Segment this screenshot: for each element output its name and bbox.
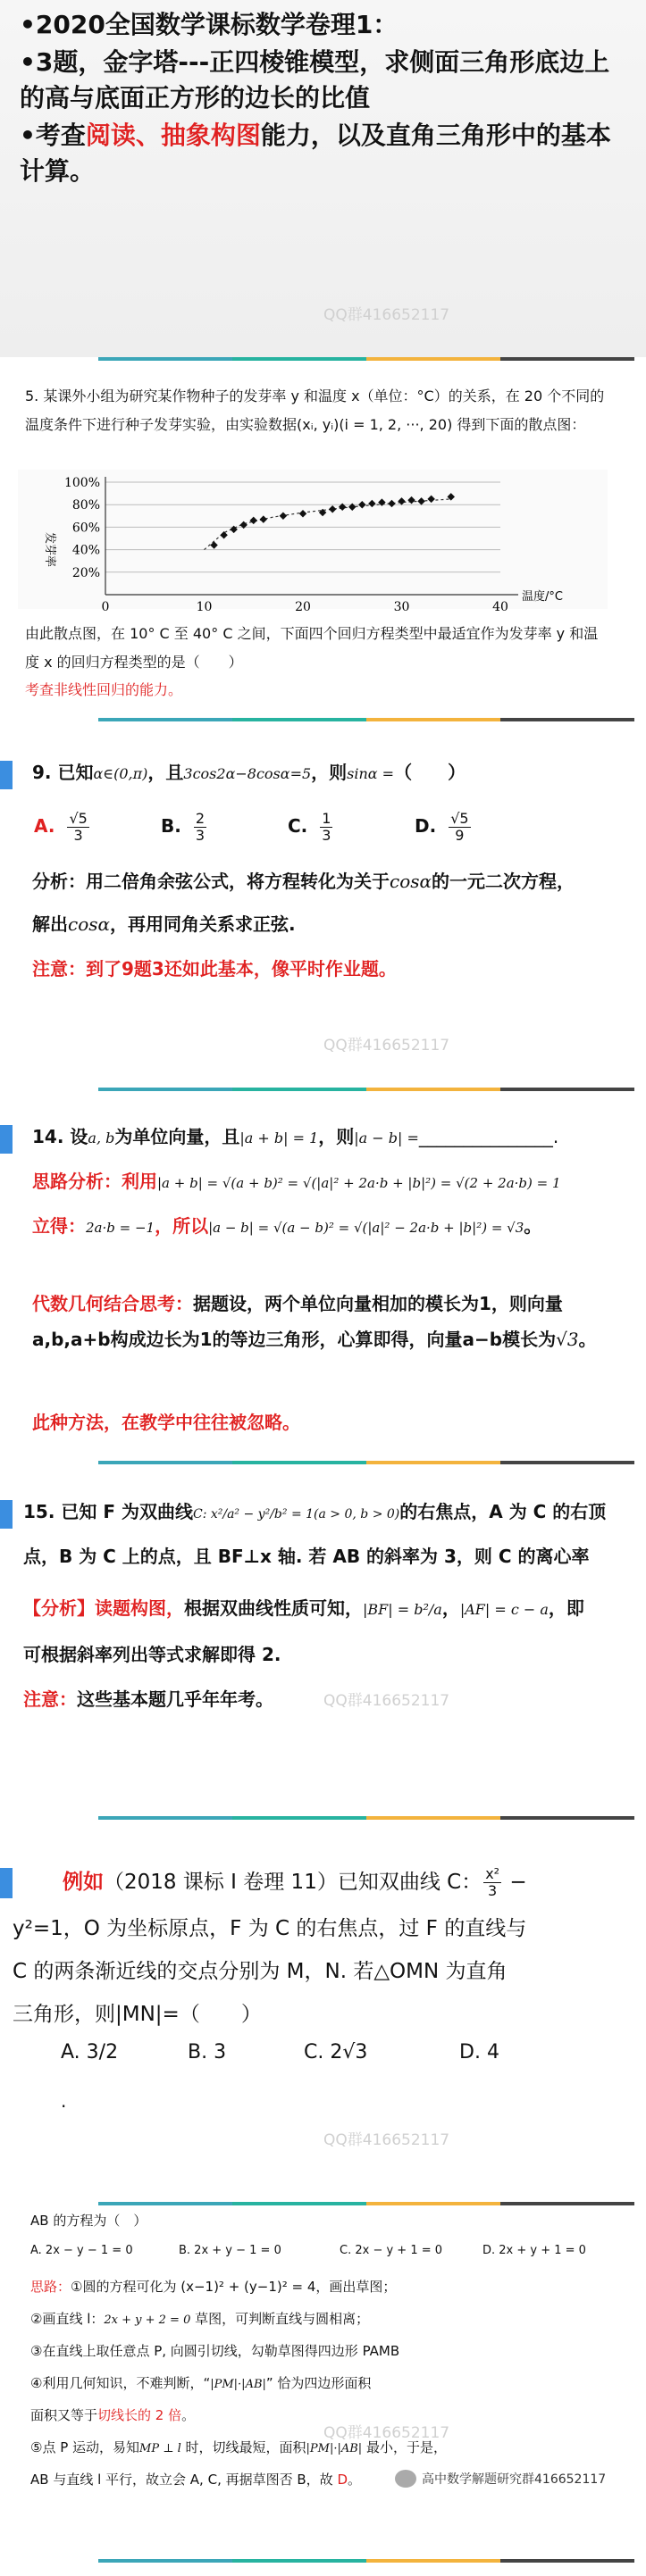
s7-l5-red: 切线长的 2 倍 [97,2407,182,2423]
option-value: 3/2 [86,2041,119,2063]
s4-q-ab: a, b [88,1130,115,1146]
s3-ana1-math: cosα [390,871,432,892]
option-label: C. [288,815,308,837]
s4-q-post: ，则 [318,1126,355,1147]
s5-q-pre: 15. 已知 F 为双曲线 [23,1501,193,1522]
watermark: QQ群416652117 [323,1692,450,1710]
s4-q-pre: 14. 设 [32,1126,88,1147]
option-fraction [449,811,470,844]
s5-ana-red: 读题构图， [95,1597,184,1619]
s7-l6-pre: ⑤点 P 运动，易知 [30,2439,140,2455]
s6-q: （2018 课标 Ⅰ 卷理 11）已知双曲线 C： [104,1871,482,1894]
s4-get-label: 立得： [32,1215,86,1237]
s1-line1: •2020全国数学课标数学卷理1： [20,10,399,39]
s4-question [32,1123,631,1152]
option-label: C. [304,2041,331,2063]
slide-2 [0,357,646,732]
x-tick-label: 30 [393,600,410,614]
s7-l2-math: 2x + y + 2 = 0 [104,2313,191,2327]
slide-4 [0,1098,646,1473]
s4-think [32,1168,640,1196]
y-tick-label: 20% [71,565,100,580]
s7-l5-post: 。 [181,2407,196,2423]
s4-q-blank: _______________. [418,1126,559,1147]
option-num: √5 [69,810,88,827]
slide-bar [98,1461,634,1464]
option-value: 3 [214,2041,227,2063]
s3-ana1-end: 的一元二次方程， [432,871,575,892]
wechat-icon [395,2470,416,2488]
s4-get [32,1213,640,1241]
s3-q-end: （ ） [394,762,466,783]
slide-5 [0,1473,646,1830]
slide-3 [0,732,646,1098]
y-tick-label: 40% [71,543,100,558]
slide-bar [98,2559,634,2563]
s4-get-end: 。 [524,1215,542,1237]
s3-q-post: ，则 [311,762,348,783]
option-label: D. [415,815,437,837]
s3-q-cond: α∈(0,π) [93,765,148,782]
s5-analysis2: 可根据斜率列出等式求解即得 2. [23,1644,281,1665]
s3-option [161,811,208,844]
s3-q-pre: 9. 已知 [32,762,94,783]
s7-line3: ③在直线上取任意点 P, 向圆引切线，勾勒草图得四边形 PAMB [30,2343,400,2359]
chart-background [18,470,608,609]
wechat-logo [395,2470,606,2488]
s2-note: 考查非线性回归的能力。 [25,681,183,698]
slide-bar [98,718,634,721]
s6-frac-num: x² [485,1865,500,1882]
s6-question2: y²=1，O 为坐标原点，F 为 C 的右焦点，过 F 的直线与 [13,1917,527,1940]
s2-question: 5. 某课外小组为研究某作物种子的发芽率 y 和温度 x（单位：°C）的关系，在 20 个不同的温度条件下进行种子发芽实验，由实验数据(xᵢ, yᵢ)(i = 1, 2, ···, 20) 得到下面的散点图： [25,388,605,433]
s6-option [459,2041,499,2063]
s7-option: A. 2x − y − 1 = 0 [30,2244,133,2257]
s6-question3: C 的两条渐近线的交点分别为 M，N. 若△OMN 为直角 [13,1960,508,1983]
watermark: QQ群416652117 [323,2131,450,2149]
s7-l2-pre: ②画直线 l： [30,2311,105,2327]
s7-option: D. 2x + y + 1 = 0 [482,2244,586,2257]
s7-l7-pre: AB 与直线 l 平行，故立会 A, C, 再据草图否 B，故 [30,2472,338,2488]
s3-ana2-pre: 解出 [32,913,68,935]
s4-q-cond: |a + b| = 1 [239,1130,319,1146]
s7-l7-post: 。 [348,2472,362,2488]
s6-dot: . [61,2090,67,2112]
option-label: A. [61,2041,87,2063]
x-tick-label: 20 [295,600,311,614]
slide-bar [98,357,634,361]
s3-q-ask: sinα = [347,765,395,782]
x-tick-label: 0 [101,600,110,614]
s7-l1-label: 思路： [30,2279,71,2295]
s3-ana2-math: cosα [68,913,111,935]
s5-ana-text: 根据双曲线性质可知， [184,1597,363,1619]
s4-alg-val: √3 [556,1329,579,1350]
s5-ana-m2: |AF| = c − a [459,1601,549,1618]
section-marker [0,1125,13,1154]
s5-ana-m1: |BF| = b²/a [363,1601,442,1618]
s6-option [188,2041,226,2063]
s7-l2-post: 草图，可判断直线与圆相离； [190,2311,370,2327]
s4-get-mid: ，所以 [155,1215,209,1237]
s7-line4 [30,2368,371,2400]
s4-q-mid: 为单位向量，且 [114,1126,240,1147]
option-label: B. [161,815,181,837]
s5-question2: 点，B 为 C 上的点，且 BF⊥x 轴. 若 AB 的斜率为 3，则 C 的离心率 [23,1546,590,1567]
s7-l5-pre: 面积又等于 [30,2407,98,2423]
s4-think-label: 思路分析：利用 [32,1171,157,1192]
option-fraction [67,811,88,844]
s3-question [32,759,622,788]
s5-note [23,1686,273,1713]
s7-l4-post: ” 恰为四边形面积 [265,2375,372,2391]
s7-line6 [30,2432,447,2464]
s3-option [415,811,473,844]
option-num: 1 [322,810,331,827]
s3-q-mid: ，且 [147,762,184,783]
s6-option [304,2041,367,2063]
s7-l6-post: 最小，于是， [362,2439,447,2455]
s7-line1 [30,2272,396,2302]
s3-ana2-end: ，再用同角关系求正弦. [110,913,296,935]
s6-q-tail: − [503,1871,527,1894]
section-marker [0,761,13,789]
watermark: QQ群416652117 [323,1037,450,1055]
x-tick-label: 10 [196,600,213,614]
s4-alg-end: 。 [578,1329,597,1350]
s5-note-text: 这些基本题几乎年年考。 [77,1688,273,1710]
slide-7 [0,2205,646,2576]
s7-option: B. 2x + y − 1 = 0 [179,2244,281,2257]
s5-question [23,1498,640,1528]
s3-option [34,811,91,844]
option-label: A. [34,815,55,837]
section-marker [0,1868,13,1898]
s5-ana-label: 【分析】 [23,1597,95,1619]
s5-ana-end: ，即 [548,1597,584,1619]
scatter-chart [0,470,646,614]
s4-get-math1: 2a·b = −1 [86,1220,155,1236]
s4-note: 此种方法，在教学中往往被忽略。 [32,1412,300,1433]
s1-line3 [20,118,627,189]
y-tick-label: 60% [71,521,100,536]
y-axis-label: 发芽率 [43,532,56,568]
s7-l4-math: |PM|·|AB| [210,2378,266,2391]
slide-6 [0,1830,646,2205]
s7-l6-math2: |PM|·|AB| [306,2442,363,2455]
y-tick-label: 80% [71,498,100,513]
s3-analysis2 [32,911,631,938]
option-label: B. [188,2041,214,2063]
y-tick-label: 100% [63,476,100,490]
x-tick-label: 40 [492,600,508,614]
s7-line7 [30,2464,361,2495]
option-den: 9 [455,827,465,844]
s7-head: AB 的方程为（ ） [30,2213,147,2229]
s3-option [288,811,334,844]
s4-alg [32,1286,622,1357]
section-marker [0,1500,13,1529]
s6-option [61,2041,118,2063]
s5-q-curve: C: x²/a² − y²/b² = 1(a > 0, b > 0) [192,1507,400,1521]
s6-frac-den: 3 [488,1882,498,1899]
x-axis-label: 温度/°C [522,590,563,604]
s4-alg-text: 据题设，两个单位向量相加的模长为1，则向量a,b,a+b构成边长为1的等边三角形，心算即得，向量a−b模长为 [32,1293,563,1350]
s1-line3-post: 能力，以及直角三角形中的基本计算。 [20,121,611,186]
s3-analysis1 [32,868,631,895]
s2-after: 由此散点图，在 10° C 至 40° C 之间，下面四个回归方程类型中最适宜作为发芽率 y 和温度 x 的回归方程类型的是（ ） [25,625,599,671]
s7-l6-mid: 时，切线最短，面积 [180,2439,306,2455]
s4-get-math2: |a − b| = √(a − b)² = √(|a|² − 2a·b + |b|²) = √3 [208,1220,524,1236]
option-fraction [320,811,332,844]
s7-l1: ①圆的方程可化为 (x−1)² + (y−1)² = 4，画出草图； [71,2279,397,2295]
slide-bar [98,1816,634,1820]
slide-1 [0,0,646,357]
option-den: 3 [73,827,83,844]
s3-ana1: 分析：用二倍角余弦公式，将方程转化为关于 [32,871,390,892]
option-value: 4 [486,2041,499,2063]
logo-text: 高中数学解题研究群416652117 [422,2472,607,2487]
s6-red: 例如 [63,1871,104,1894]
s5-note-label: 注意： [23,1688,77,1710]
s4-think-math: |a + b| = √(a + b)² = √(|a|² + 2a·b + |b|²) = √(2 + 2a·b) = 1 [157,1175,561,1191]
option-den: 3 [322,827,331,844]
s7-l7-red: D [337,2472,348,2488]
s7-line5 [30,2400,195,2430]
option-value: 2√3 [330,2041,368,2063]
s7-line2 [30,2304,369,2336]
s7-l6-math1: MP ⊥ l [139,2442,181,2455]
s6-question4: 三角形，则|MN|=（ ） [13,2003,262,2026]
option-num: 2 [195,810,206,827]
option-label: D. [459,2041,487,2063]
s7-l4-pre: ④利用几何知识，不难判断，“ [30,2375,211,2391]
s1-line3-pre: •考查 [20,121,86,150]
s1-line3-red: 阅读、抽象构图 [85,121,261,150]
s5-q-post: 的右焦点，A 为 C 的右顶 [399,1501,607,1522]
s4-q-ask: |a − b| = [354,1130,419,1146]
s4-alg-label: 代数几何结合思考： [32,1293,193,1314]
s5-analysis: 【分析】读题构图，根据双曲线性质可知，|BF| = b²/a，|AF| = c − a，即 [23,1597,584,1619]
s6-question [63,1866,634,1899]
s3-note: 注意：到了9题3还如此基本，像平时作业题。 [32,958,397,980]
watermark: QQ群416652117 [323,306,450,324]
s1-line2: •3题，金字塔---正四棱锥模型，求侧面三角形底边上的高与底面正方形的边长的比值 [20,47,610,113]
option-num: √5 [450,810,469,827]
s6-frac [483,1866,501,1899]
s3-q-eq: 3cos2α−8cosα=5 [183,765,312,782]
option-den: 3 [195,827,206,844]
s7-option: C. 2x − y + 1 = 0 [340,2244,443,2257]
option-fraction [194,811,206,844]
slide-bar [98,1088,634,1091]
watermark: QQ群416652117 [323,2424,450,2442]
